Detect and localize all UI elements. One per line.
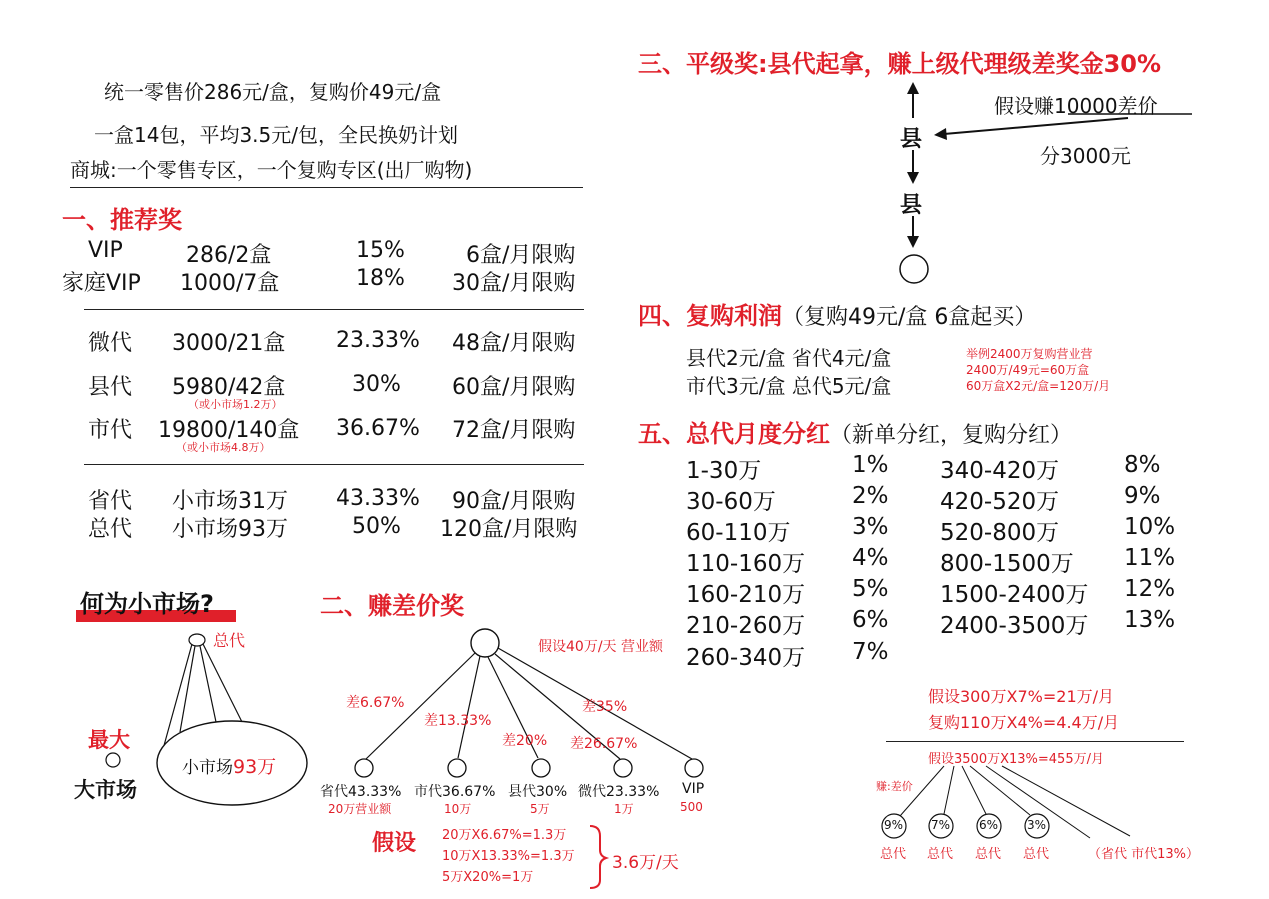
share-label: 分3000元 (1040, 144, 1131, 168)
example-line: 60万盒X2元/盒=120万/月 (966, 379, 1111, 393)
row-note: （或小市场4.8万） (176, 441, 271, 454)
calc-line: 5万X20%=1万 (442, 870, 534, 885)
assume-value: 10000差价 (1054, 94, 1158, 118)
tier-pct: 2% (852, 483, 889, 509)
tree-edge (1002, 766, 1130, 836)
row-price: 19800/140盒 (158, 418, 300, 443)
tier-pct: 10% (1124, 514, 1176, 540)
intro-line-3: 商城:一个零售专区，一个复购专区(出厂购物) (70, 158, 473, 182)
assume-line-1: 假设300万X7%=21万/月 (928, 687, 1115, 706)
small-market-text: 小市场 (182, 758, 233, 778)
row-price: 小市场31万 (172, 489, 288, 514)
node-label: 县代30% (508, 784, 568, 800)
tier-range: 160-210万 (686, 582, 806, 608)
tier-pct: 6% (852, 607, 889, 633)
edge-label: 差26.67% (570, 736, 638, 752)
tree-edge (944, 766, 954, 814)
assume-label: 假设 (372, 831, 417, 856)
row-pct: 43.33% (336, 486, 420, 511)
biggest-label: 最大 (88, 728, 130, 752)
tier-range: 30-60万 (686, 489, 776, 515)
row-pct: 36.67% (336, 416, 420, 441)
row-pct: 50% (352, 514, 401, 539)
node-pct: 7% (931, 818, 951, 832)
section-5-extra: （新单分红，复购分红） (830, 423, 1073, 448)
section-4-extra: （复购49元/盒 6盒起买） (782, 305, 1037, 330)
row-limit: 6盒/月限购 (466, 243, 576, 268)
row-price: 3000/21盒 (172, 331, 286, 356)
node-label: 总代 (975, 847, 1002, 862)
row-note: （或小市场1.2万） (188, 398, 283, 411)
node-pct: 9% (884, 818, 904, 832)
tier-range: 1-30万 (686, 458, 762, 484)
edge-label: 差35% (582, 699, 628, 715)
node-sub: 20万营业额 (328, 802, 392, 816)
assume-prefix: 假设赚 (994, 94, 1054, 118)
tier-range: 2400-3500万 (940, 613, 1089, 639)
row-price: 1000/7盒 (180, 271, 280, 296)
top-node-label: 总代 (213, 631, 246, 650)
node-label: 总代 (927, 847, 954, 862)
section-5-title: 五、总代月度分红 (638, 420, 830, 448)
assume-line-3: 假设3500万X13%=455万/月 (928, 752, 1104, 767)
node-pct: 3% (1027, 818, 1047, 832)
earn-label: 赚:差价 (876, 780, 913, 793)
intro-line-2: 一盒14包，平均3.5元/包，全民换奶计划 (94, 123, 458, 147)
row-level: 省代 (88, 489, 133, 514)
tier-range: 210-260万 (686, 613, 806, 639)
calc-line: 20万X6.67%=1.3万 (442, 828, 567, 843)
tier-pct: 5% (852, 576, 889, 602)
tier-range: 420-520万 (940, 489, 1060, 515)
row-pct: 18% (356, 266, 405, 291)
tier-range: 110-160万 (686, 551, 806, 577)
tier-range: 800-1500万 (940, 551, 1074, 577)
row-limit: 120盒/月限购 (440, 517, 578, 542)
tier-pct: 13% (1124, 607, 1176, 633)
edge-label: 差20% (502, 733, 548, 749)
tier-range: 340-420万 (940, 458, 1060, 484)
intro-line-1: 统一零售价286元/盒，复购价49元/盒 (104, 80, 442, 104)
tier-pct: 4% (852, 545, 889, 571)
small-market-value: 93万 (233, 756, 277, 778)
node-pct: 6% (979, 818, 999, 832)
tier-pct: 12% (1124, 576, 1176, 602)
section-1-title: 一、推荐奖 (62, 206, 182, 234)
tier-pct: 3% (852, 514, 889, 540)
section-4-title: 四、复购利润 (638, 302, 782, 330)
row-level: 总代 (88, 517, 133, 542)
tier-pct: 1% (852, 452, 889, 478)
peer-node-2: 县 (900, 193, 923, 218)
row-price: 小市场93万 (172, 517, 288, 542)
calc-line: 10万X13.33%=1.3万 (442, 849, 575, 864)
tier-range: 1500-2400万 (940, 582, 1089, 608)
section-3-title: 三、平级奖:县代起拿，赚上级代理级差奖金30% (638, 50, 1162, 78)
tier-pct: 7% (852, 639, 889, 665)
node-label: 总代 (1023, 847, 1050, 862)
row-pct: 23.33% (336, 328, 420, 353)
tier-pct: 8% (1124, 452, 1161, 478)
node-label: 省代43.33% (320, 784, 402, 800)
node-sub: 1万 (614, 802, 634, 816)
peer-node-1: 县 (900, 127, 923, 152)
row-limit: 60盒/月限购 (452, 375, 576, 400)
node-sub: 500 (680, 800, 703, 814)
row-level: 市代 (88, 418, 133, 443)
row-price: 286/2盒 (186, 243, 272, 268)
assume-top: 假设40万/天 营业额 (538, 639, 663, 655)
edge-label: 差13.33% (424, 713, 492, 729)
tier-range: 520-800万 (940, 520, 1060, 546)
tier-pct: 9% (1124, 483, 1161, 509)
node-label: 总代 (880, 847, 907, 862)
node-label: VIP (682, 781, 705, 797)
tail-label: （省代 市代13%） (1088, 847, 1200, 862)
row-limit: 48盒/月限购 (452, 331, 576, 356)
rebuy-line-2: 市代3元/盒 总代5元/盒 (686, 374, 892, 398)
node-sub: 10万 (444, 802, 472, 816)
tier-pct: 11% (1124, 545, 1176, 571)
row-limit: 90盒/月限购 (452, 489, 576, 514)
total-label: 3.6万/天 (612, 853, 679, 873)
tree-edge (962, 766, 986, 814)
row-level: 县代 (88, 375, 133, 400)
big-market-label: 大市场 (74, 778, 137, 802)
row-level: 微代 (88, 331, 133, 356)
edge-label: 差6.67% (346, 695, 405, 711)
node-sub: 5万 (530, 802, 550, 816)
section-2-title: 二、赚差价奖 (320, 592, 464, 620)
row-level: VIP (88, 238, 123, 263)
row-price: 5980/42盒 (172, 375, 286, 400)
market-title: 何为小市场? (80, 590, 214, 618)
example-line: 举例2400万复购营业营 (966, 347, 1093, 361)
node-label: 微代23.33% (578, 784, 660, 800)
tree-edge (900, 766, 944, 816)
example-line: 2400万/49元=60万盒 (966, 363, 1090, 377)
row-pct: 15% (356, 238, 405, 263)
node-label: 市代36.67% (414, 784, 496, 800)
row-pct: 30% (352, 372, 401, 397)
rebuy-line-1: 县代2元/盒 省代4元/盒 (686, 346, 892, 370)
row-level: 家庭VIP (62, 271, 141, 296)
row-limit: 30盒/月限购 (452, 271, 576, 296)
row-limit: 72盒/月限购 (452, 418, 576, 443)
tier-range: 260-340万 (686, 645, 806, 671)
tier-range: 60-110万 (686, 520, 791, 546)
assume-line-2: 复购110万X4%=4.4万/月 (928, 713, 1120, 732)
